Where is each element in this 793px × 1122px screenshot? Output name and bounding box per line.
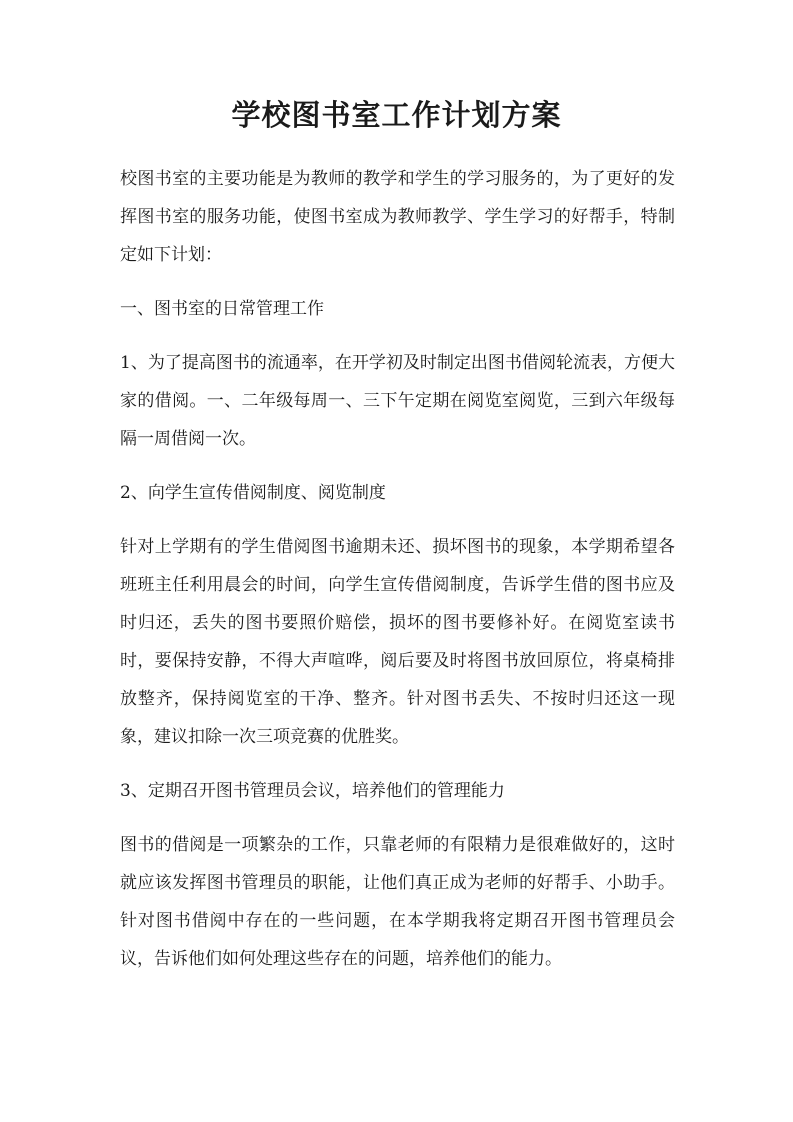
item-2-heading: 2、向学生宣传借阅制度、阅览制度: [120, 483, 386, 503]
item-2-paragraph: 针对上学期有的学生借阅图书逾期未还、损坏图书的现象，本学期希望各班班主任利用晨会的时间，向学生宣传借阅制度，告诉学生借的图书应及时归还，丢失的图书要照价赔偿，损坏的图书要修补好。在阅览室读书时，要保持安静，不得大声喧哗，阅后要及时将图书放回原位，将桌椅排放整齐，保持阅览室的干净、整齐。针对图书丢失、不按时归还这一现象，建议扣除一次三项竞赛的优胜奖。: [120, 537, 675, 747]
item-3-heading: 3、定期召开图书管理员会议，培养他们的管理能力: [120, 781, 505, 801]
section-heading-daily-management: 一、图书室的日常管理工作: [120, 299, 324, 319]
document-title: 学校图书室工作计划方案: [231, 98, 562, 132]
item-3-paragraph: 图书的借阅是一项繁杂的工作，只靠老师的有限精力是很难做好的，这时就应该发挥图书管理员的职能，让他们真正成为老师的好帮手、小助手。针对图书借阅中存在的一些问题，在本学期我将定期召开图书管理员会议，告诉他们如何处理这些存在的问题，培养他们的能力。: [120, 835, 675, 969]
document-body: [120, 160, 675, 994]
item-1-paragraph: 1、为了提高图书的流通率，在开学初及时制定出图书借阅轮流表，方便大家的借阅。一、二年级每周一、三下午定期在阅览室阅览，三到六年级每隔一周借阅一次。: [120, 353, 675, 449]
intro-paragraph: 校图书室的主要功能是为教师的教学和学生的学习服务的，为了更好的发挥图书室的服务功能，使图书室成为教师教学、学生学习的好帮手，特制定如下计划：: [120, 169, 675, 265]
